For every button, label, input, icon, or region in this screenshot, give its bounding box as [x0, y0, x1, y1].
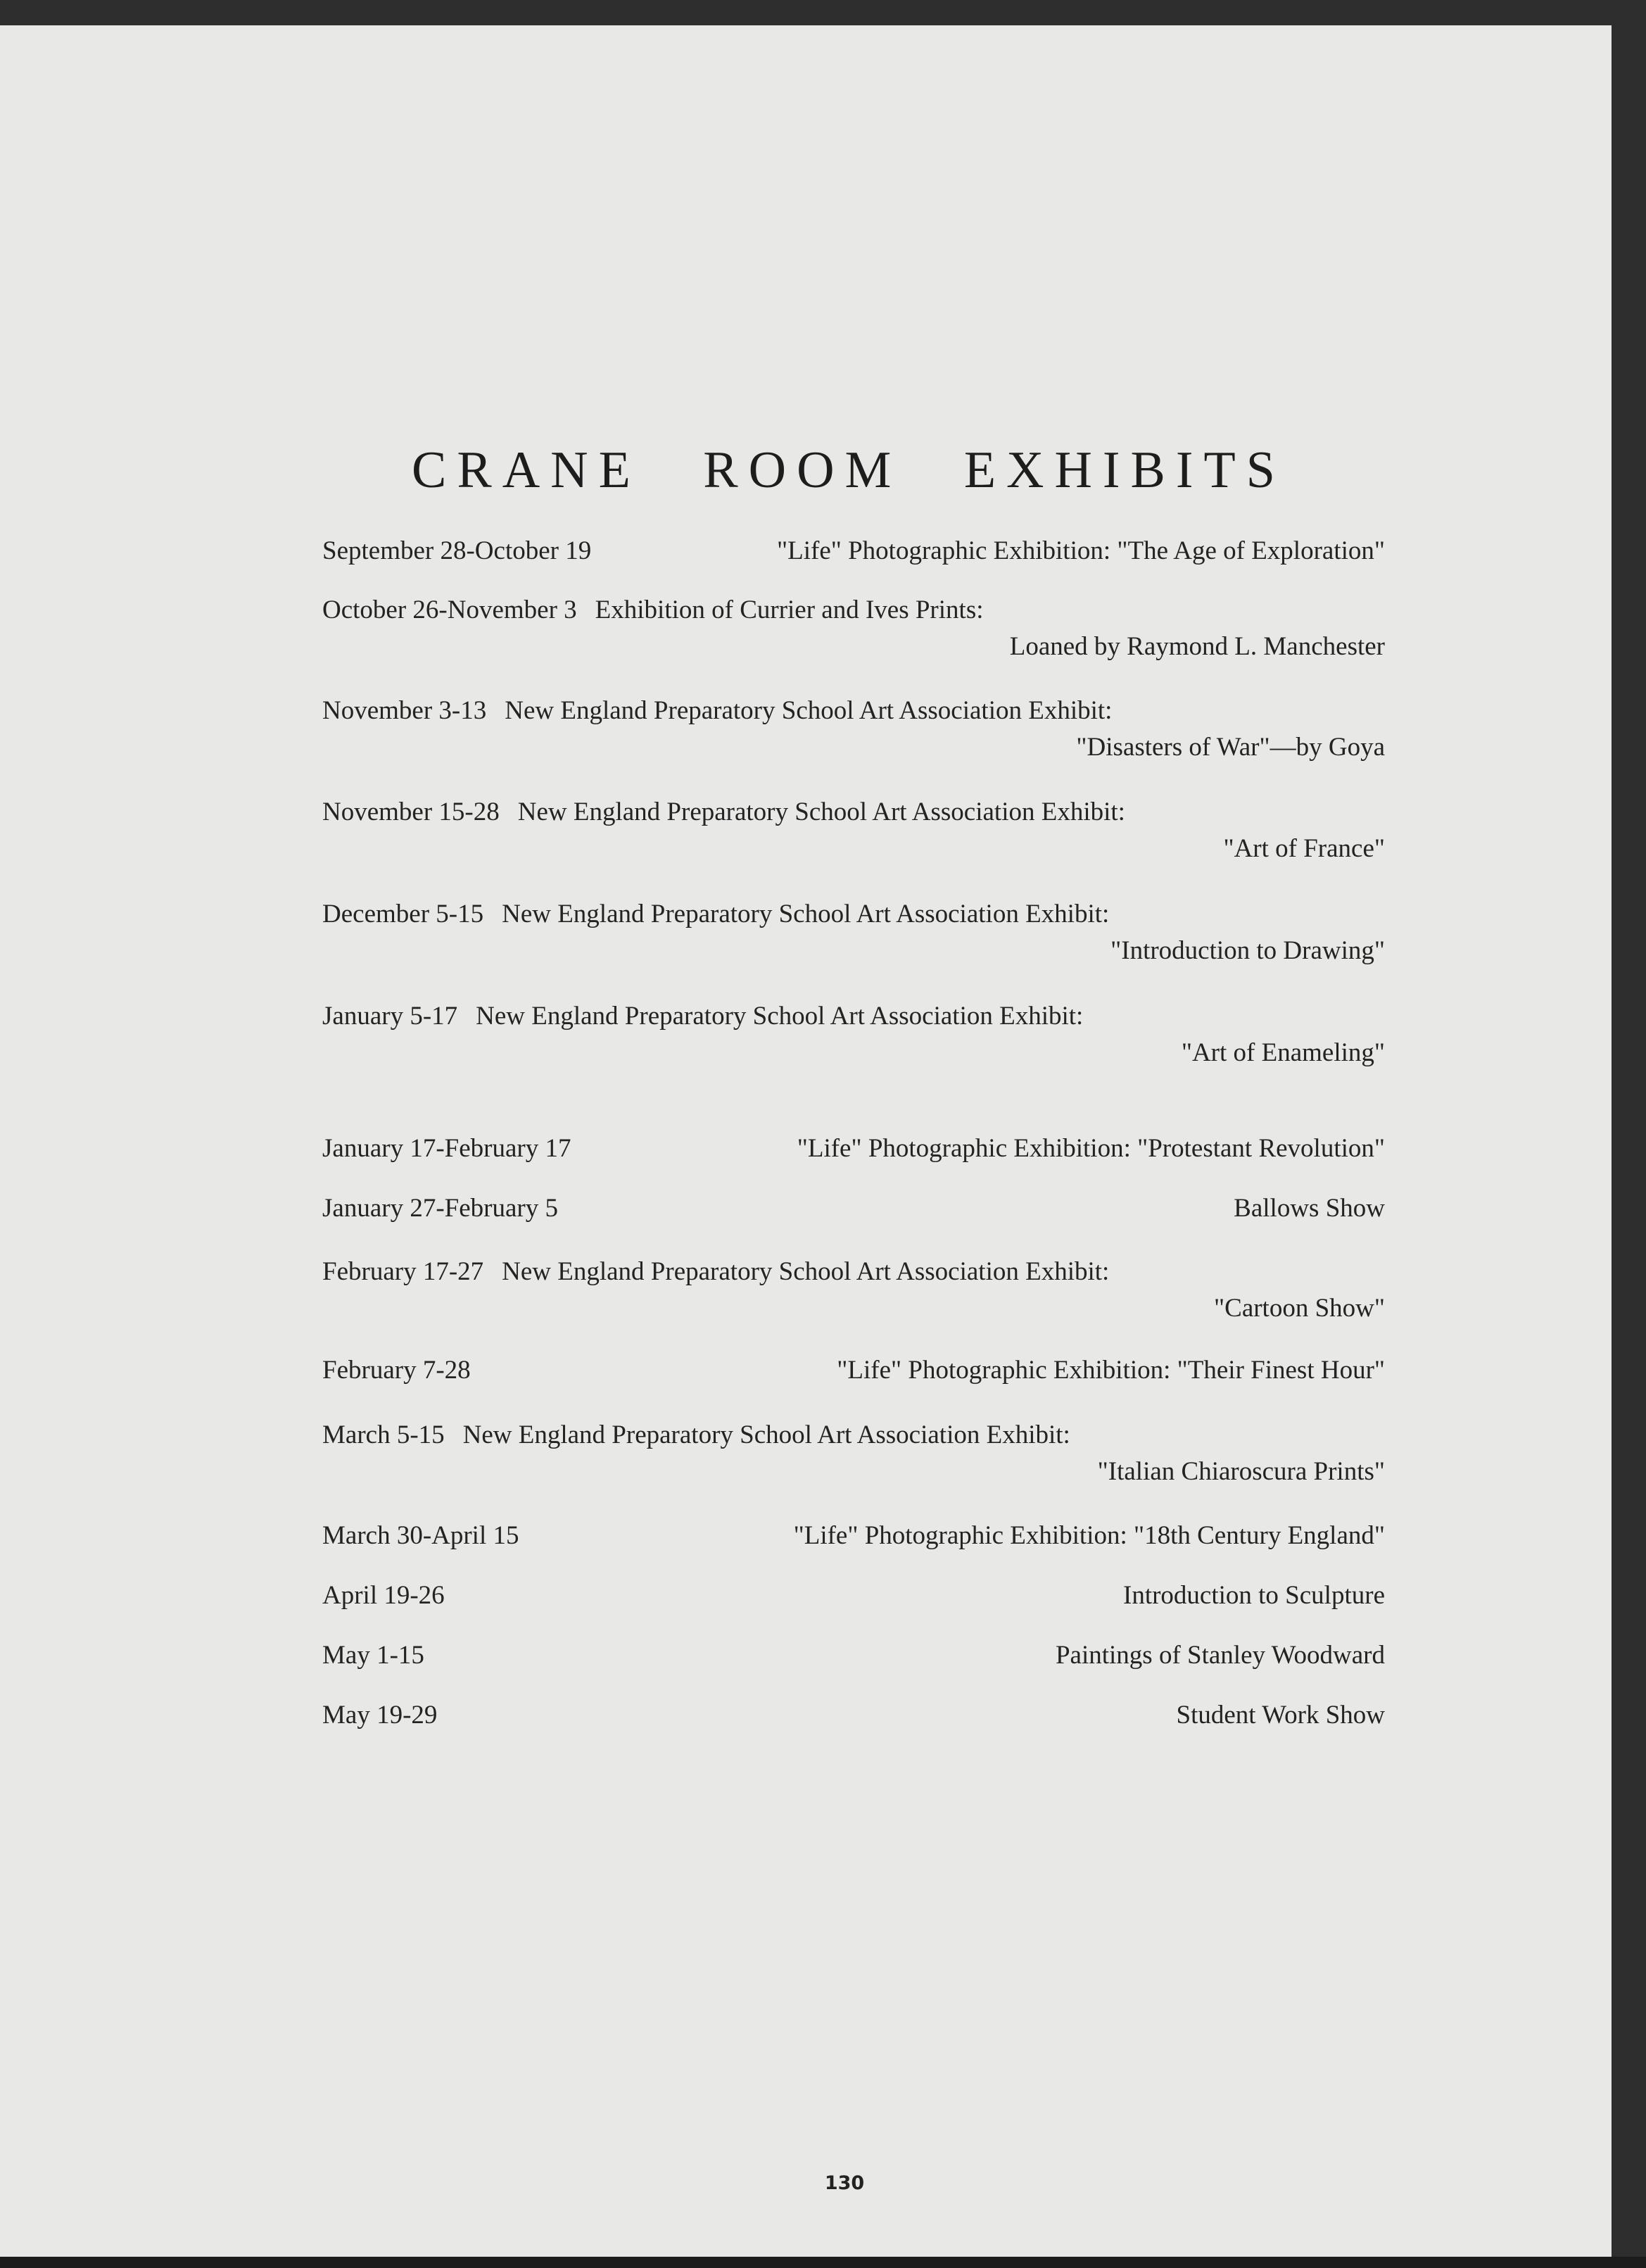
exhibit-title: Exhibition of Currier and Ives Prints:: [595, 596, 984, 624]
exhibit-subtitle: "Art of Enameling": [1181, 1038, 1385, 1067]
exhibit-title: "Life" Photographic Exhibition: "Their Finest Hour": [837, 1356, 1385, 1385]
exhibit-title: New England Preparatory School Art Association Exhibit:: [517, 798, 1125, 826]
exhibit-title: Introduction to Sculpture: [1123, 1581, 1385, 1610]
exhibit-entry: [322, 1417, 1385, 1490]
exhibit-date: January 17-February 17: [322, 1134, 571, 1163]
exhibit-entry: [322, 1697, 1385, 1734]
exhibit-entry: [322, 533, 1385, 569]
exhibit-entry: [322, 693, 1385, 766]
page-title: CRANE ROOM EXHIBITS: [412, 441, 1286, 499]
exhibit-title: Ballows Show: [1234, 1194, 1385, 1223]
exhibit-subtitle: "Italian Chiaroscura Prints": [1097, 1457, 1385, 1486]
document-page: [0, 25, 1612, 2257]
exhibit-entry: [322, 998, 1385, 1071]
exhibit-entry: [322, 1518, 1385, 1554]
exhibit-subtitle: "Disasters of War"—by Goya: [1076, 733, 1385, 762]
exhibit-title: "Life" Photographic Exhibition: "18th Century England": [793, 1521, 1385, 1550]
exhibit-entry: [322, 1254, 1385, 1327]
exhibit-date: May 19-29: [322, 1701, 438, 1730]
exhibit-title: "Life" Photographic Exhibition: "The Age of Exploration": [777, 536, 1385, 565]
exhibit-entry: [322, 1637, 1385, 1674]
exhibit-subtitle: "Cartoon Show": [1214, 1294, 1385, 1323]
exhibit-date: December 5-15: [322, 900, 484, 928]
page-number: 130: [824, 2172, 865, 2194]
exhibit-entry: [322, 1130, 1385, 1167]
exhibit-title: New England Preparatory School Art Association Exhibit:: [505, 696, 1113, 725]
exhibit-title: New England Preparatory School Art Association Exhibit:: [462, 1420, 1070, 1449]
exhibit-date: March 5-15: [322, 1420, 445, 1449]
exhibit-date: September 28-October 19: [322, 536, 592, 565]
exhibit-date: January 5-17: [322, 1002, 458, 1031]
exhibit-date: March 30-April 15: [322, 1521, 519, 1550]
exhibit-date: February 17-27: [322, 1257, 484, 1286]
exhibit-date: April 19-26: [322, 1581, 445, 1610]
exhibit-date: November 15-28: [322, 798, 500, 826]
exhibit-title: Paintings of Stanley Woodward: [1055, 1641, 1385, 1670]
exhibit-title: New England Preparatory School Art Association Exhibit:: [502, 900, 1110, 928]
exhibit-title: "Life" Photographic Exhibition: "Protestant Revolution": [797, 1134, 1385, 1163]
exhibit-subtitle: Loaned by Raymond L. Manchester: [1009, 632, 1385, 661]
exhibit-title: Student Work Show: [1176, 1701, 1385, 1730]
scan-bottom-edge: [0, 2257, 1646, 2268]
exhibit-date: October 26-November 3: [322, 596, 577, 624]
exhibit-entry: [322, 1577, 1385, 1614]
exhibit-date: January 27-February 5: [322, 1194, 558, 1223]
exhibit-entry: [322, 794, 1385, 867]
exhibit-entry: [322, 896, 1385, 969]
exhibit-date: May 1-15: [322, 1641, 424, 1670]
exhibit-date: February 7-28: [322, 1356, 471, 1385]
exhibit-subtitle: "Introduction to Drawing": [1110, 936, 1385, 965]
exhibit-title: New England Preparatory School Art Association Exhibit:: [476, 1002, 1084, 1031]
exhibit-title: New England Preparatory School Art Association Exhibit:: [502, 1257, 1110, 1286]
exhibit-entry: [322, 1352, 1385, 1389]
exhibit-entry: [322, 592, 1385, 665]
exhibit-date: November 3-13: [322, 696, 487, 725]
exhibit-subtitle: "Art of France": [1223, 834, 1385, 863]
exhibit-entry: [322, 1190, 1385, 1227]
